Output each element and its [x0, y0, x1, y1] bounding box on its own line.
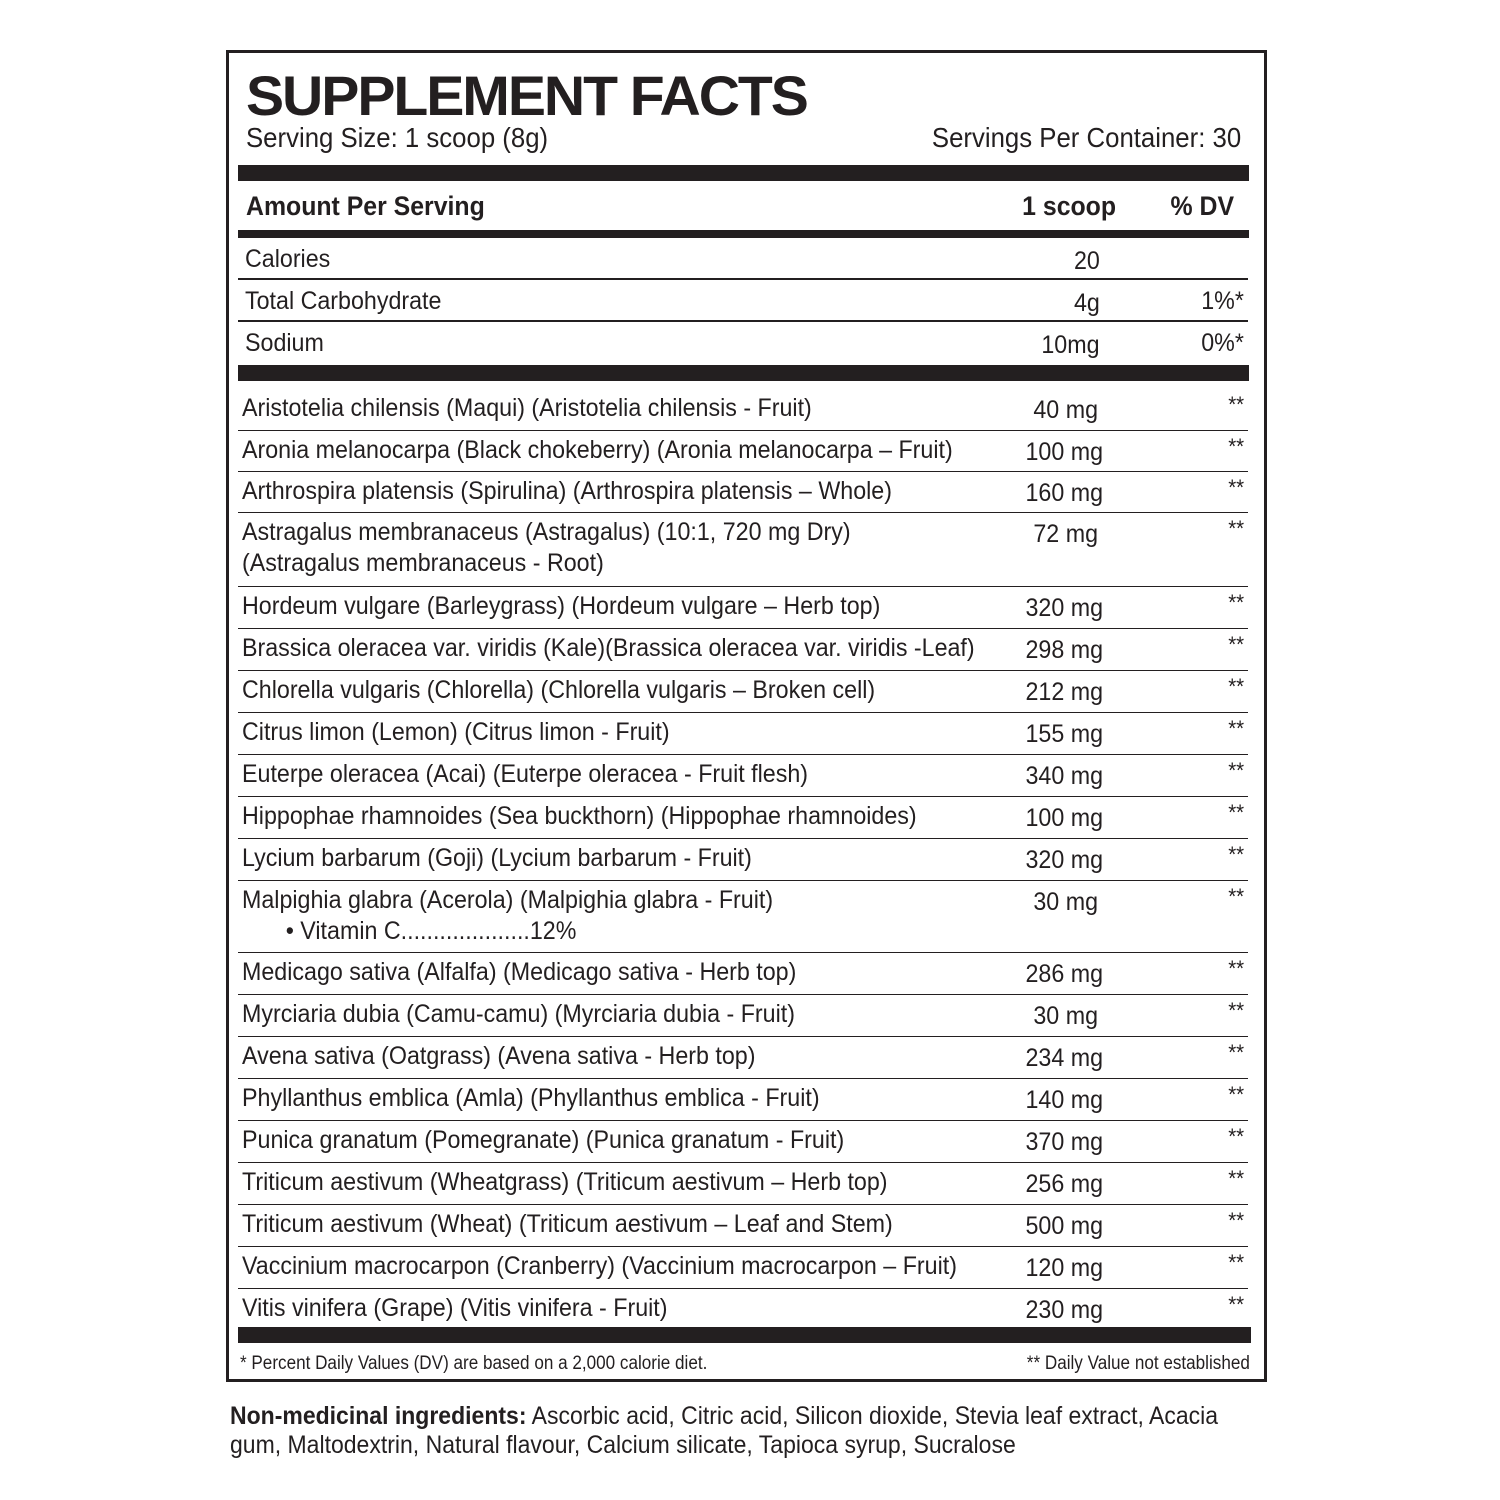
ingredient-row: [238, 797, 1248, 839]
ingredient-dv: **: [1228, 1124, 1244, 1149]
nutrient-row: [238, 322, 1248, 364]
ingredient-row: [238, 629, 1248, 671]
ingredient-row: [238, 953, 1248, 995]
ingredient-row: [238, 881, 1248, 953]
ingredient-amount: 286 mg: [1025, 960, 1104, 988]
ingredient-name: Myrciaria dubia (Camu-camu) (Myrciaria dubia - Fruit): [242, 1000, 795, 1028]
nutrient-name: Total Carbohydrate: [245, 287, 442, 315]
ingredient-dv: **: [1228, 800, 1244, 825]
ingredient-amount: 230 mg: [1025, 1296, 1104, 1324]
nutrient-amount: 4g: [1074, 289, 1100, 317]
ingredient-row: [238, 755, 1248, 797]
ingredient-row: [238, 671, 1248, 713]
ingredient-dv: **: [1228, 632, 1244, 657]
ingredient-row: [238, 389, 1248, 431]
ingredient-name: Hordeum vulgare (Barleygrass) (Hordeum vulgare – Herb top): [242, 592, 881, 620]
ingredient-row: [238, 1289, 1248, 1327]
ingredient-amount: 320 mg: [1025, 594, 1104, 622]
ingredient-dv: **: [1228, 1040, 1244, 1065]
serving-size: Serving Size: 1 scoop (8g): [246, 122, 549, 153]
ingredient-amount: 234 mg: [1025, 1044, 1104, 1072]
ingredient-dv: **: [1228, 842, 1244, 867]
ingredient-dv: **: [1228, 590, 1244, 615]
nutrient-name: Sodium: [245, 329, 324, 357]
ingredient-amount: 212 mg: [1025, 678, 1104, 706]
ingredient-amount: 100 mg: [1025, 804, 1104, 832]
ingredient-name-line2: (Astragalus membranaceus - Root): [242, 549, 604, 577]
nutrient-name: Calories: [245, 245, 331, 273]
ingredient-dv: **: [1228, 884, 1244, 909]
ingredient-dv: **: [1228, 475, 1244, 500]
non-medicinal-ingredients: [230, 1402, 1251, 1460]
ingredient-amount: 370 mg: [1025, 1128, 1104, 1156]
ingredient-amount: 140 mg: [1025, 1086, 1104, 1114]
ingredient-name: Triticum aestivum (Wheatgrass) (Triticum aestivum – Herb top): [242, 1168, 888, 1196]
ingredient-name: Medicago sativa (Alfalfa) (Medicago sativa - Herb top): [242, 958, 797, 986]
ingredient-row: [238, 1247, 1248, 1289]
ingredient-name: Phyllanthus emblica (Amla) (Phyllanthus emblica - Fruit): [242, 1084, 820, 1112]
ingredient-name: Hippophae rhamnoides (Sea buckthorn) (Hippophae rhamnoides): [242, 802, 917, 830]
medium-divider: [238, 230, 1249, 238]
ingredient-amount: 30 mg: [1033, 1002, 1098, 1030]
ingredient-dv: **: [1228, 392, 1244, 417]
ingredient-name: Triticum aestivum (Wheat) (Triticum aestivum – Leaf and Stem): [242, 1210, 893, 1238]
ingredient-name: Avena sativa (Oatgrass) (Avena sativa - Herb top): [242, 1042, 756, 1070]
panel-title: SUPPLEMENT FACTS: [246, 64, 807, 127]
footnote-dv-basis: * Percent Daily Values (DV) are based on a 2,000 calorie diet.: [240, 1353, 708, 1374]
ingredient-amount: 155 mg: [1025, 720, 1104, 748]
non-medicinal-label: Non-medicinal ingredients:: [230, 1402, 527, 1430]
ingredient-amount: 500 mg: [1025, 1212, 1104, 1240]
ingredient-row: [238, 472, 1248, 513]
ingredient-amount: 256 mg: [1025, 1170, 1104, 1198]
ingredient-row: [238, 1121, 1248, 1163]
ingredient-row: [238, 587, 1248, 629]
ingredient-row: [238, 1163, 1248, 1205]
ingredient-name: Euterpe oleracea (Acai) (Euterpe oleracea - Fruit flesh): [242, 760, 809, 788]
ingredient-amount: 120 mg: [1025, 1254, 1104, 1282]
ingredient-row: [238, 513, 1248, 587]
ingredient-dv: **: [1228, 434, 1244, 459]
ingredient-amount: 160 mg: [1025, 479, 1104, 507]
nutrient-row: [238, 280, 1248, 322]
ingredient-row: [238, 995, 1248, 1037]
ingredient-dv: **: [1228, 956, 1244, 981]
ingredient-row: [238, 431, 1248, 472]
ingredient-name: Aristotelia chilensis (Maqui) (Aristotelia chilensis - Fruit): [242, 394, 812, 422]
ingredient-name: Chlorella vulgaris (Chlorella) (Chlorella vulgaris – Broken cell): [242, 676, 876, 704]
footnote-dv-not-established: ** Daily Value not established: [1026, 1353, 1250, 1374]
ingredient-dv: **: [1228, 1166, 1244, 1191]
ingredient-amount: 100 mg: [1025, 438, 1104, 466]
nutrient-amount: 10mg: [1041, 331, 1100, 359]
ingredient-name: Vitis vinifera (Grape) (Vitis vinifera - Fruit): [242, 1294, 668, 1322]
ingredient-name-line1: Malpighia glabra (Acerola) (Malpighia glabra - Fruit): [242, 886, 774, 914]
ingredient-name: Arthrospira platensis (Spirulina) (Arthrospira platensis – Whole): [242, 477, 892, 505]
nutrient-list: [238, 238, 1248, 364]
non-medicinal-list: Ascorbic acid, Citric acid, Silicon dioxide, Stevia leaf extract, Acacia gum, Maltodextrin, Natural flavour, Calcium silicate, Tapioca syrup, Sucralose: [230, 1402, 1219, 1459]
ingredient-name: Citrus limon (Lemon) (Citrus limon - Fruit): [242, 718, 670, 746]
column-header-amount-per-serving: Amount Per Serving: [246, 191, 485, 221]
nutrient-dv: 0%*: [1201, 329, 1244, 357]
servings-per-container: Servings Per Container: 30: [931, 122, 1241, 153]
ingredient-amount: 320 mg: [1025, 846, 1104, 874]
ingredient-name: Lycium barbarum (Goji) (Lycium barbarum - Fruit): [242, 844, 752, 872]
ingredient-dv: **: [1228, 1082, 1244, 1107]
ingredient-dv: **: [1228, 998, 1244, 1023]
ingredient-list: [238, 389, 1248, 1327]
ingredient-amount: 40 mg: [1033, 396, 1098, 424]
ingredient-dv: **: [1228, 1208, 1244, 1233]
thick-divider-middle: [238, 365, 1249, 381]
ingredient-row: [238, 713, 1248, 755]
ingredient-dv: **: [1228, 1250, 1244, 1275]
ingredient-name: [242, 888, 773, 944]
ingredient-name: [242, 520, 851, 576]
ingredient-dv: **: [1228, 516, 1244, 541]
ingredient-amount: 72 mg: [1033, 520, 1098, 548]
ingredient-row: [238, 1037, 1248, 1079]
ingredient-name: Punica granatum (Pomegranate) (Punica granatum - Fruit): [242, 1126, 845, 1154]
ingredient-amount: 340 mg: [1025, 762, 1104, 790]
ingredient-dv: **: [1228, 674, 1244, 699]
thick-divider-bottom: [238, 1327, 1251, 1343]
ingredient-amount: 298 mg: [1025, 636, 1104, 664]
nutrient-amount: 20: [1074, 247, 1100, 275]
column-header-scoop: 1 scoop: [1022, 191, 1116, 221]
nutrient-dv: 1%*: [1201, 287, 1244, 315]
column-header-dv: % DV: [1170, 191, 1234, 221]
ingredient-row: [238, 1205, 1248, 1247]
ingredient-name: Brassica oleracea var. viridis (Kale)(Brassica oleracea var. viridis -Leaf): [242, 634, 975, 662]
ingredient-name: Vaccinium macrocarpon (Cranberry) (Vaccinium macrocarpon – Fruit): [242, 1252, 957, 1280]
ingredient-amount: 30 mg: [1033, 888, 1098, 916]
nutrient-row: [238, 238, 1248, 280]
ingredient-dv: **: [1228, 1292, 1244, 1317]
ingredient-dv: **: [1228, 758, 1244, 783]
ingredient-dv: **: [1228, 716, 1244, 741]
thick-divider-top: [238, 165, 1249, 181]
ingredient-name: Aronia melanocarpa (Black chokeberry) (Aronia melanocarpa – Fruit): [242, 436, 953, 464]
ingredient-row: [238, 839, 1248, 881]
vitamin-c-subitem: • Vitamin C....................12%: [285, 917, 577, 945]
ingredient-name-line1: Astragalus membranaceus (Astragalus) (10:1, 720 mg Dry): [242, 518, 851, 546]
ingredient-row: [238, 1079, 1248, 1121]
